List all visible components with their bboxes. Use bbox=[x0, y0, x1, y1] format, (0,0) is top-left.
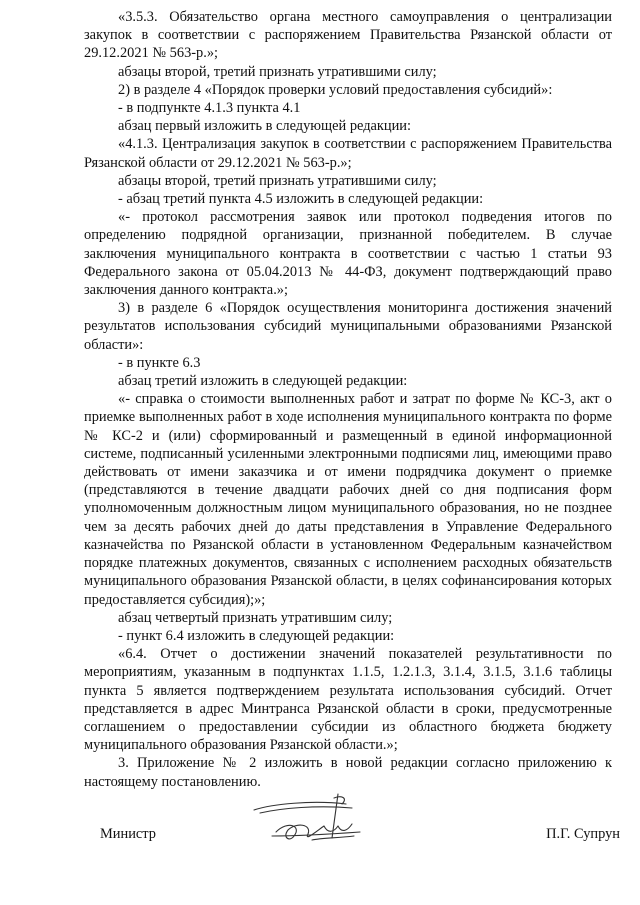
document-body bbox=[84, 8, 612, 791]
signatory-name: П.Г. Супрун bbox=[546, 826, 620, 842]
paragraph-section-4: 2) в разделе 4 «Порядок проверки условий предоставления субсидий»: bbox=[118, 81, 553, 98]
paragraph-abolish-2: абзацы второй, третий признать утратившими силу; bbox=[118, 172, 437, 189]
paragraph-ks3: «- справка о стоимости выполненных работ и затрат по форме № КС-3, акт о приемке выполненных работ в ходе исполнения муниципального контракта по форме № КС-2 и (или) сформированный и размещенный в единой информационной системе, подписанный усиленными электронными подписями лиц, имеющими право действовать от имени заказчика и от имени подрядчика документ о приемке (представляются в течение двадцати рабочих дней со дня подписания форм уполномоченным должностным лицом муниципального образования, но не позднее чем за десять рабочих дней до даты представления в Управление Федерального казначейства по Рязанской области в установленном Федеральным казначейством порядке платежных документов, связанных с исполнением расходных обязательств муниципального образования Рязанской области, в целях софинансирования которых предоставляется субсидия);»; bbox=[84, 391, 612, 608]
paragraph-abolish-1: абзацы второй, третий признать утратившими силу; bbox=[118, 63, 437, 80]
paragraph-6-4: - пункт 6.4 изложить в следующей редакции: bbox=[118, 627, 395, 644]
paragraph-subitem-4-1-3: - в подпункте 4.1.3 пункта 4.1 bbox=[118, 100, 301, 117]
paragraph-4-5: - абзац третий пункта 4.5 изложить в следующей редакции: bbox=[118, 191, 484, 208]
paragraph-4-1-3: «4.1.3. Централизация закупок в соответствии с распоряжением Правительства Рязанской области от 29.12.2021 № 563-р.»; bbox=[84, 136, 612, 171]
paragraph-6-4-text: «6.4. Отчет о достижении значений показателей результативности по мероприятиям, указанным в подпунктах 1.1.5, 1.2.1.3, 3.1.4, 3.1.5, 3.1.6 таблицы пункта 5 является подтверждением результата использования субсидий. Отчет представляется в адрес Минтранса Рязанской области в сроки, предусмотренные соглашением о предоставлении субсидии из областного бюджета бюджету муниципального образования Рязанской области.»; bbox=[84, 646, 612, 754]
paragraph-first-abz: абзац первый изложить в следующей редакции: bbox=[118, 118, 412, 135]
signature-block bbox=[84, 798, 620, 868]
paragraph-3-5-3: «3.5.3. Обязательство органа местного самоуправления о централизации закупок в соответствии с распоряжением Правительства Рязанской области от 29.12.2021 № 563-р.»; bbox=[84, 9, 612, 62]
paragraph-third-abz: абзац третий изложить в следующей редакции: bbox=[118, 373, 408, 390]
paragraph-section-6: 3) в разделе 6 «Порядок осуществления мониторинга достижения значений результатов использования субсидий муниципальными образованиями Рязанской области»: bbox=[84, 300, 612, 353]
paragraph-abolish-4: абзац четвертый признать утратившим силу; bbox=[118, 609, 393, 626]
paragraph-protocol: «- протокол рассмотрения заявок или протокол подведения итогов по определению подрядной организации, признанной победителем. В случае заключения муниципального контракта в соответствии с частью 1 статьи 93 Федерального закона от 05.04.2013 № 44-ФЗ, документ подтверждающий право заключения данного контракта.»; bbox=[84, 209, 612, 299]
paragraph-6-3: - в пункте 6.3 bbox=[118, 354, 201, 371]
paragraph-appendix-2: 3. Приложение № 2 изложить в новой редакции согласно приложению к настоящему постановлению. bbox=[84, 755, 612, 790]
signatory-title: Министр bbox=[100, 826, 156, 842]
handwritten-signature bbox=[242, 790, 372, 852]
